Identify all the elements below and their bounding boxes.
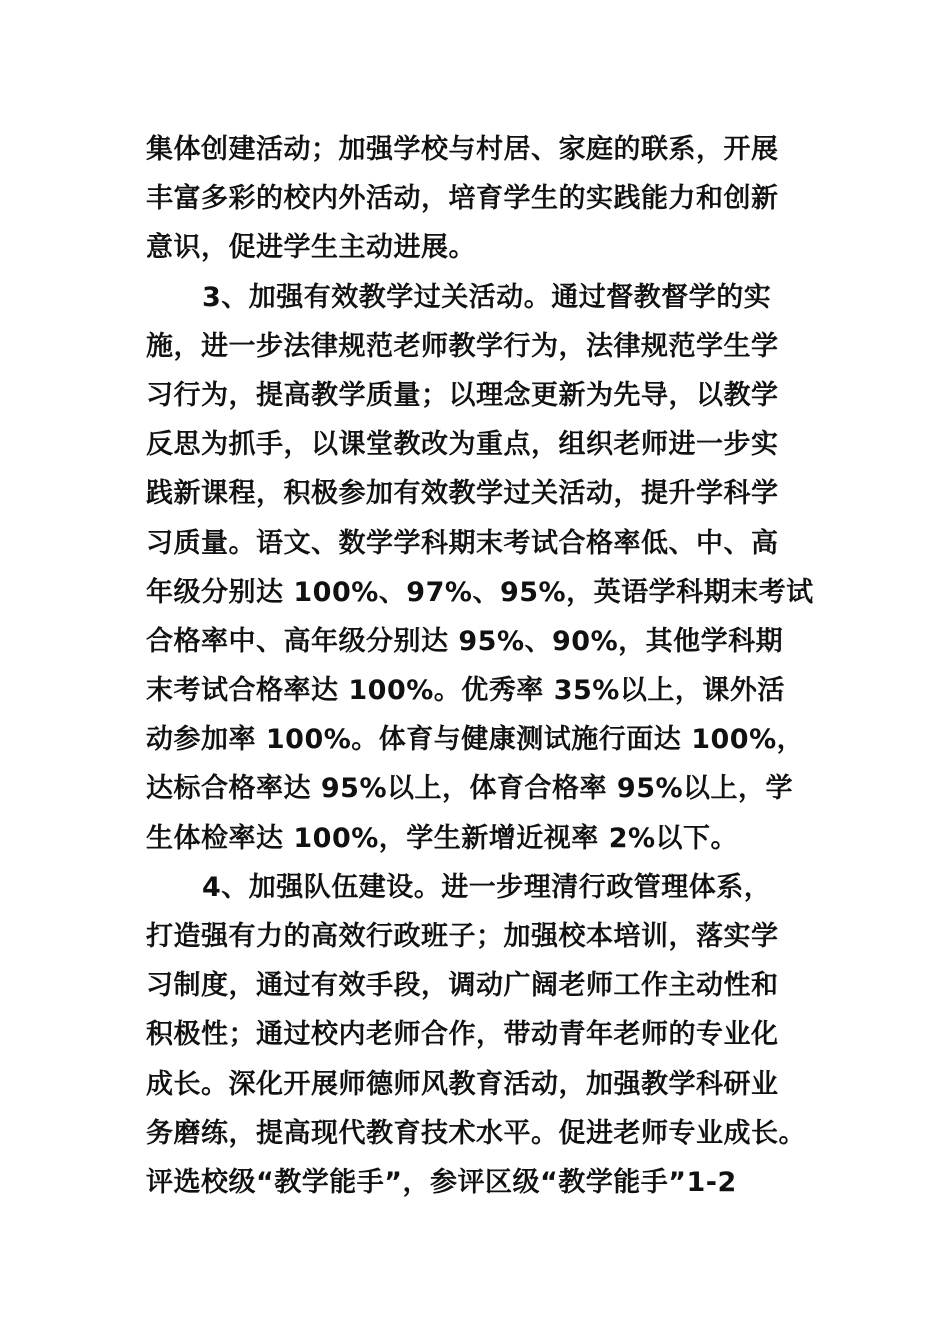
text-line-5: 施，进一步法律规范老师教学行为，法律规范学生学 [146,330,779,362]
document-body [146,125,814,1207]
text-line-20: 成长。深化开展师德师风教育活动，加强教学科研业 [146,1068,779,1100]
text-line-10: 年级分别达 100%、97%、95%，英语学科期末考试 [146,576,814,608]
text-line-13: 动参加率 100%。体育与健康测试施行面达 100%， [146,724,805,756]
text-line-11: 合格率中、高年级分别达 95%、90%，其他学科期 [146,625,784,657]
text-line-1: 集体创建活动；加强学校与村居、家庭的联系，开展 [146,134,779,165]
text-line-19: 积极性；通过校内老师合作，带动青年老师的专业化 [146,1019,779,1051]
text-line-21: 务磨练，提高现代教育技术水平。促进老师专业成长。 [146,1117,806,1149]
text-line-22: 评选校级“教学能手”，参评区级“教学能手”1-2 [146,1166,737,1198]
paragraph-3-start: 3、加强有效教学过关活动。通过督教督学的实 [202,281,772,313]
text-line-12: 末考试合格率达 100%。优秀率 35%以上，课外活 [146,675,785,707]
text-line-9: 习质量。语文、数学学科期末考试合格率低、中、高 [146,527,779,559]
text-line-17: 打造强有力的高效行政班子；加强校本培训，落实学 [146,921,779,952]
text-line-3: 意识，促进学生主动进展。 [146,232,476,264]
paragraph-4-start: 4、加强队伍建设。进一步理清行政管理体系， [202,871,772,903]
text-line-18: 习制度，通过有效手段，调动广阔老师工作主动性和 [146,970,779,1002]
text-line-8: 践新课程，积极参加有效教学过关活动，提升学科学 [146,478,779,510]
text-line-15: 生体检率达 100%，学生新增近视率 2%以下。 [146,822,739,854]
text-line-2: 丰富多彩的校内外活动，培育学生的实践能力和创新 [146,183,779,215]
text-line-7: 反思为抓手，以课堂教改为重点，组织老师进一步实 [146,429,779,461]
text-line-14: 达标合格率达 95%以上，体育合格率 95%以上，学 [146,773,794,805]
text-line-6: 习行为，提高教学质量；以理念更新为先导，以教学 [146,379,779,411]
